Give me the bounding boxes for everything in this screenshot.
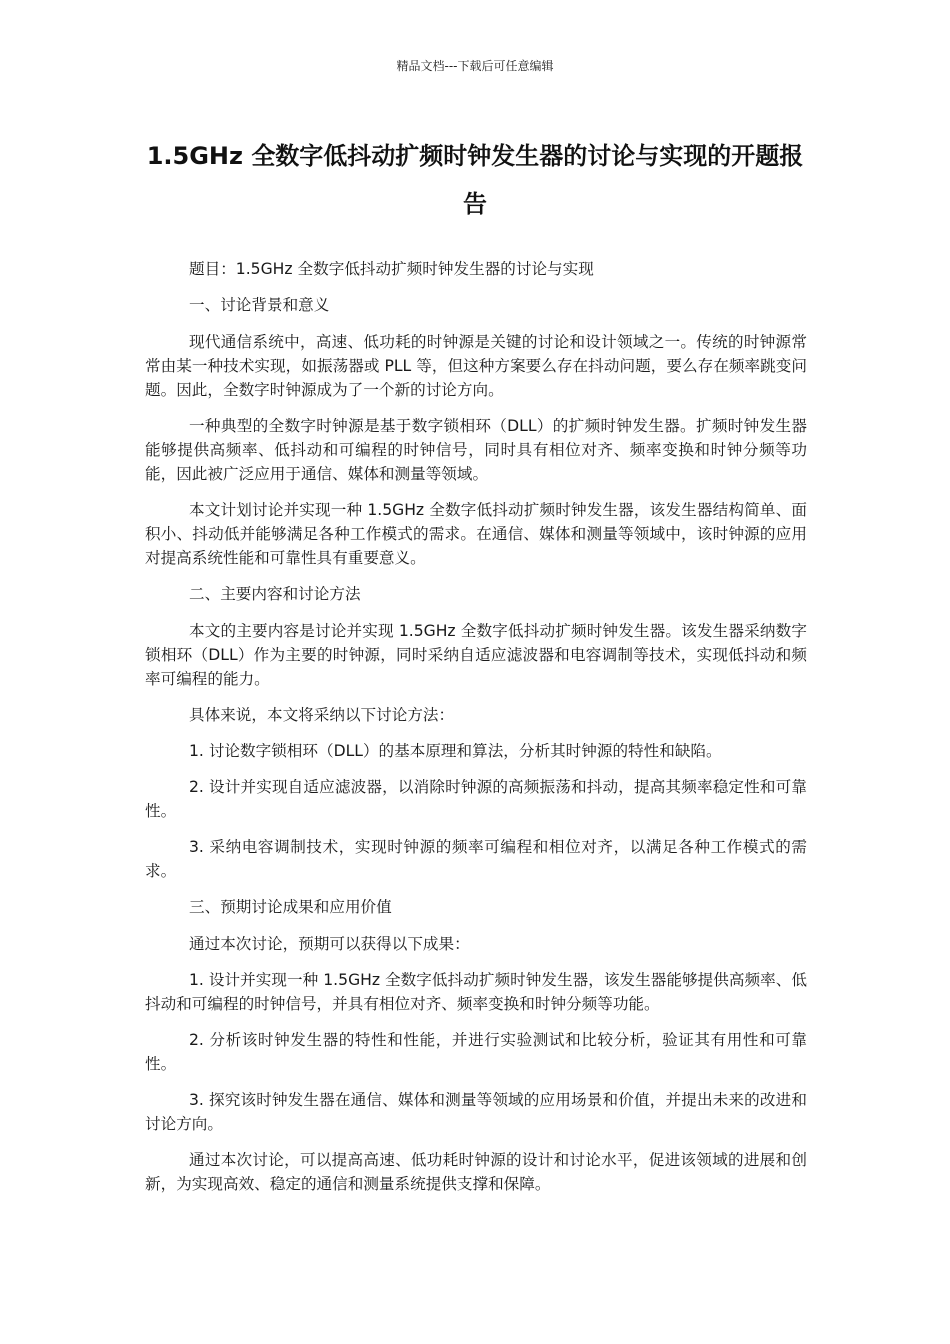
list-item: 1. 讨论数字锁相环（DLL）的基本原理和算法，分析其时钟源的特性和缺陷。 bbox=[189, 742, 722, 760]
document-body bbox=[145, 257, 807, 1208]
paragraph: 现代通信系统中，高速、低功耗的时钟源是关键的讨论和设计领域之一。传统的时钟源常常由某一种技术实现，如振荡器或 PLL 等，但这种方案要么存在抖动问题，要么存在频率跳变问题。因此，全数字时钟源成为了一个新的讨论方向。 bbox=[145, 333, 807, 399]
header-note: 精品文档---下载后可任意编辑 bbox=[396, 59, 554, 73]
list-item: 2. 分析该时钟发生器的特性和性能，并进行实验测试和比较分析，验证其有用性和可靠性。 bbox=[145, 1031, 807, 1073]
list-item: 3. 探究该时钟发生器在通信、媒体和测量等领域的应用场景和价值，并提出未来的改进和讨论方向。 bbox=[145, 1091, 807, 1133]
list-item: 3. 采纳电容调制技术，实现时钟源的频率可编程和相位对齐，以满足各种工作模式的需求。 bbox=[145, 838, 807, 880]
section-heading-content: 二、主要内容和讨论方法 bbox=[189, 585, 361, 603]
document-title: 1.5GHz 全数字低抖动扩频时钟发生器的讨论与实现的开题报告 bbox=[146, 142, 804, 218]
paragraph: 通过本次讨论，预期可以获得以下成果： bbox=[189, 935, 470, 953]
subject-line: 题目：1.5GHz 全数字低抖动扩频时钟发生器的讨论与实现 bbox=[189, 260, 594, 278]
paragraph: 一种典型的全数字时钟源是基于数字锁相环（DLL）的扩频时钟发生器。扩频时钟发生器能够提供高频率、低抖动和可编程的时钟信号，同时具有相位对齐、频率变换和时钟分频等功能，因此被广泛应用于通信、媒体和测量等领域。 bbox=[145, 417, 807, 483]
list-item: 1. 设计并实现一种 1.5GHz 全数字低抖动扩频时钟发生器，该发生器能够提供高频率、低抖动和可编程的时钟信号，并具有相位对齐、频率变换和时钟分频等功能。 bbox=[145, 971, 807, 1013]
paragraph: 通过本次讨论，可以提高高速、低功耗时钟源的设计和讨论水平，促进该领域的进展和创新，为实现高效、稳定的通信和测量系统提供支撑和保障。 bbox=[145, 1151, 807, 1193]
paragraph: 本文的主要内容是讨论并实现 1.5GHz 全数字低抖动扩频时钟发生器。该发生器采纳数字锁相环（DLL）作为主要的时钟源，同时采纳自适应滤波器和电容调制等技术，实现低抖动和频率可编程的能力。 bbox=[145, 622, 807, 688]
paragraph: 本文计划讨论并实现一种 1.5GHz 全数字低抖动扩频时钟发生器，该发生器结构简单、面积小、抖动低并能够满足各种工作模式的需求。在通信、媒体和测量等领域中，该时钟源的应用对提高系统性能和可靠性具有重要意义。 bbox=[145, 501, 807, 567]
section-heading-results: 三、预期讨论成果和应用价值 bbox=[189, 898, 392, 916]
section-heading-background: 一、讨论背景和意义 bbox=[189, 296, 330, 314]
list-item: 2. 设计并实现自适应滤波器，以消除时钟源的高频振荡和抖动，提高其频率稳定性和可靠性。 bbox=[145, 778, 807, 820]
paragraph: 具体来说，本文将采纳以下讨论方法： bbox=[189, 706, 455, 724]
